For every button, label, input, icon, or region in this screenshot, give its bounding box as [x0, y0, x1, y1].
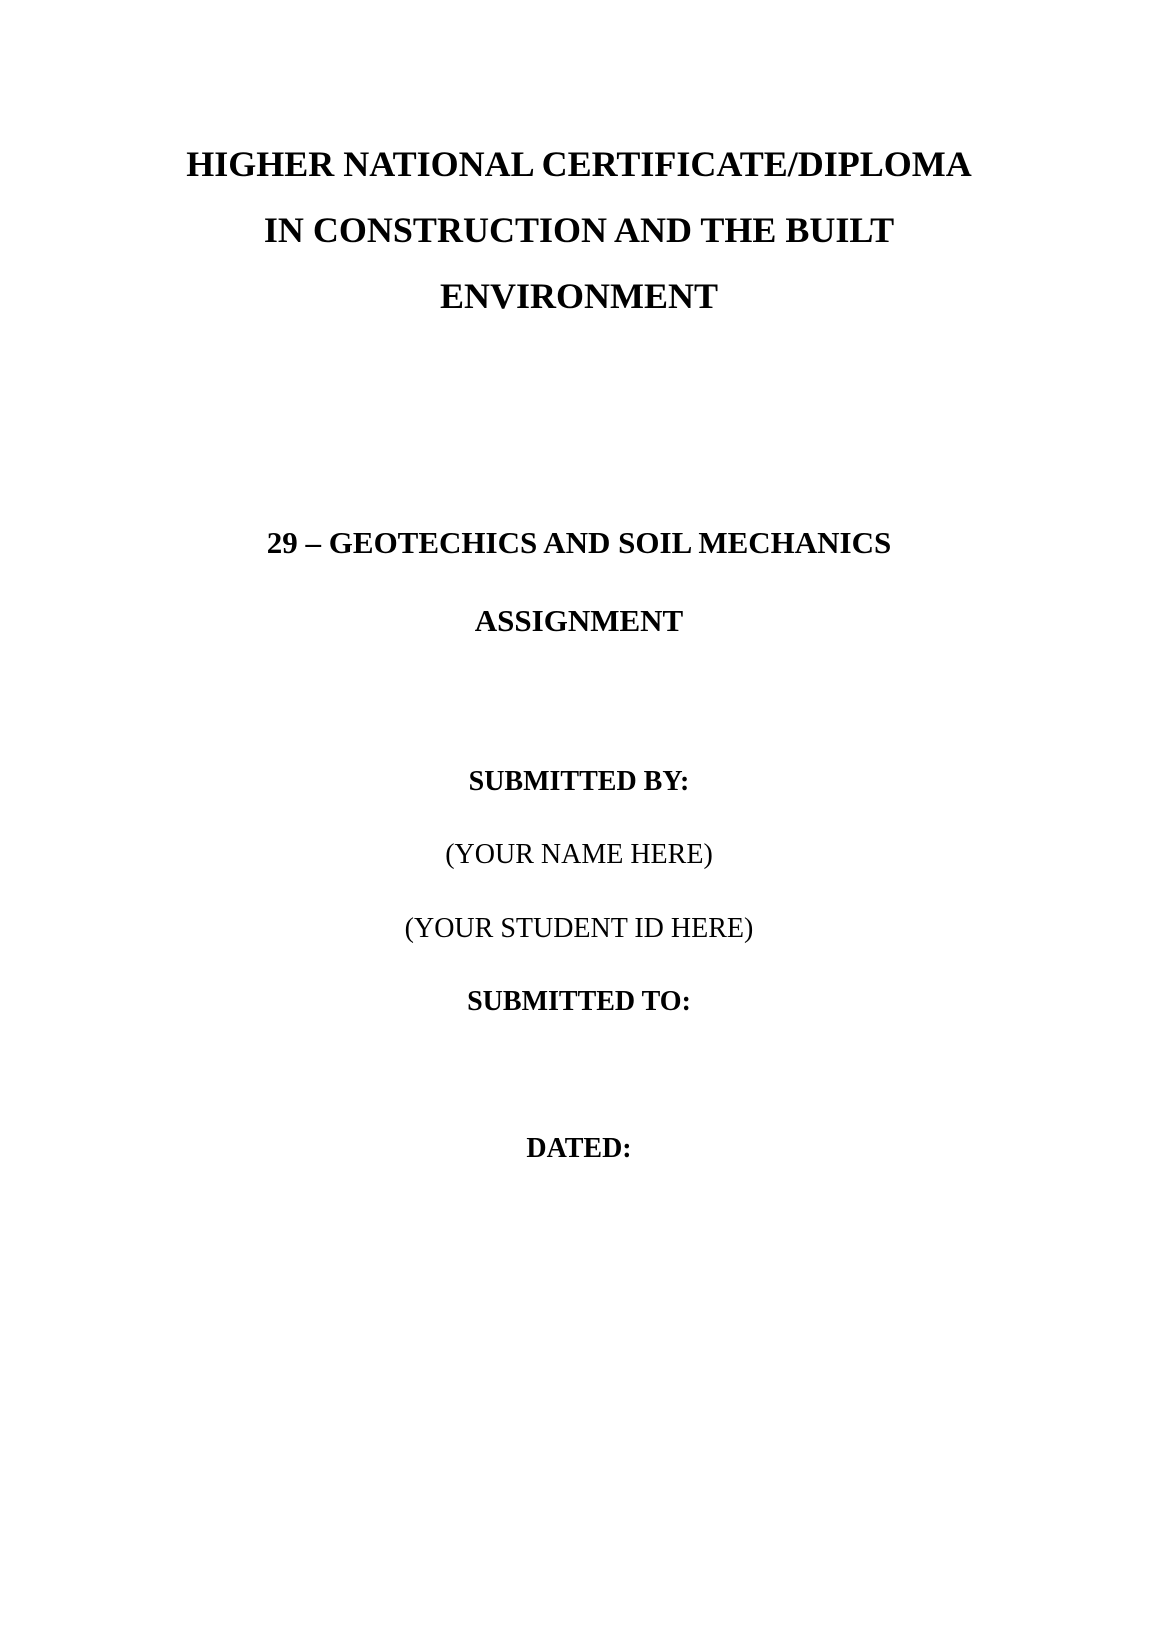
dated-label: DATED:	[526, 1133, 632, 1164]
title-line-1: HIGHER NATIONAL CERTIFICATE/DIPLOMA	[186, 144, 972, 184]
title-line-3: ENVIRONMENT	[439, 276, 718, 316]
module-title: 29 – GEOTECHICS AND SOIL MECHANICS	[266, 525, 892, 560]
submitted-by-label: SUBMITTED BY:	[468, 766, 690, 797]
submitted-to-label: SUBMITTED TO:	[467, 986, 691, 1017]
name-placeholder: (YOUR NAME HERE)	[445, 839, 713, 870]
title-line-2: IN CONSTRUCTION AND THE BUILT	[263, 210, 895, 250]
student-id-placeholder: (YOUR STUDENT ID HERE)	[404, 913, 754, 944]
assignment-heading: ASSIGNMENT	[474, 603, 684, 638]
